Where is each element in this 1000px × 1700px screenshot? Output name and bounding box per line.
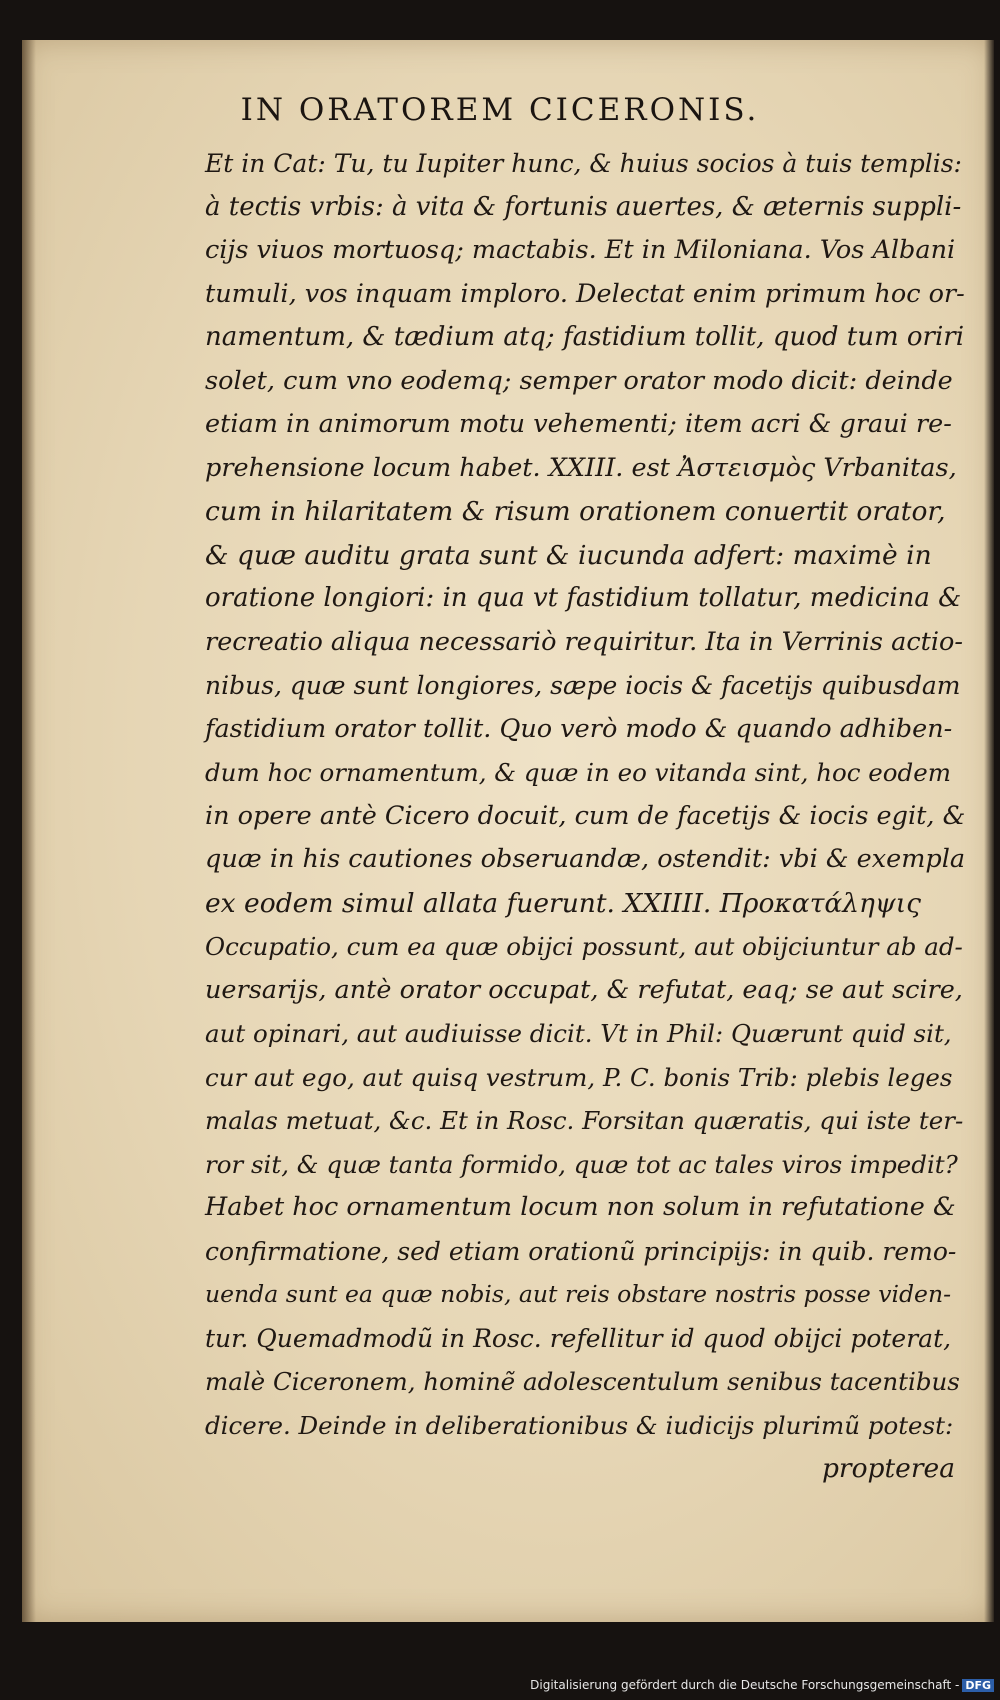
text-line: uersarijs, antè orator occupat, & refutat, eaq; se aut scire, <box>205 974 963 1005</box>
text-line: fastidium orator tollit. Quo verò modo & quando adhiben- <box>205 713 953 744</box>
text-line: cur aut ego, aut quisq vestrum, P. C. bonis Trib: plebis leges <box>205 1062 953 1092</box>
text-line: malè Ciceronem, hominẽ adolescentulum senibus tacentibus <box>205 1367 960 1396</box>
text-line: recreatio aliqua necessariò requiritur. Ita in Verrinis actio- <box>205 626 963 657</box>
text-line: dum hoc ornamentum, & quæ in eo vitanda sint, hoc eodem <box>205 758 951 787</box>
text-line: Habet hoc ornamentum locum non solum in refutatione & <box>205 1192 956 1222</box>
text-line: cum in hilaritatem & risum orationem conuertit orator, <box>205 496 946 527</box>
text-line: etiam in animorum motu vehementi; item acri & graui re- <box>205 409 952 439</box>
text-line: uenda sunt ea quæ nobis, aut reis obstare nostris posse viden- <box>205 1280 952 1308</box>
text-line: confirmatione, sed etiam orationũ principijs: in quib. remo- <box>205 1236 957 1266</box>
text-line: oratione longiori: in qua vt fastidium tollatur, medicina & <box>205 583 962 613</box>
text-line: cijs viuos mortuosq; mactabis. Et in Miloniana. Vos Albani <box>205 235 956 265</box>
text-line: aut opinari, aut audiuisse dicit. Vt in Phil: Quærunt quid sit, <box>205 1019 952 1048</box>
running-head: IN ORATOREM CICERONIS. <box>240 92 760 128</box>
body-text <box>205 142 965 1491</box>
text-line: ex eodem simul allata fuerunt. XXIIII. Προκατάληψις <box>205 887 921 919</box>
text-line: tur. Quemadmodũ in Rosc. refellitur id quod obijci poterat, <box>205 1323 952 1353</box>
text-line: quæ in his cautiones obseruandæ, ostendit: vbi & exempla <box>205 844 966 874</box>
text-line: Et in Cat: Tu, tu Iupiter hunc, & huius socios à tuis templis: <box>205 149 962 178</box>
credit-text: Digitalisierung gefördert durch die Deutsche Forschungsgemeinschaft - <box>530 1678 960 1692</box>
page-edge-shadow <box>984 40 994 1622</box>
text-line: nibus, quæ sunt longiores, sæpe iocis & facetijs quibusdam <box>205 671 961 700</box>
catchword: propterea <box>821 1453 955 1484</box>
digitization-credit <box>0 1678 994 1692</box>
text-line: namentum, & tædium atq; fastidium tollit, quod tum oriri <box>205 322 965 352</box>
text-line: prehensione locum habet. XXIII. est Ἀστεισμὸς Vrbanitas, <box>205 452 957 483</box>
text-line: à tectis vrbis: à vita & fortunis auertes, & æternis suppli- <box>205 191 962 222</box>
text-line: & quæ auditu grata sunt & iucunda adfert: maximè in <box>205 539 932 571</box>
text-line: malas metuat, &c. Et in Rosc. Forsitan quæratis, qui iste ter- <box>205 1106 964 1135</box>
text-line: solet, cum vno eodemq; semper orator modo dicit: deinde <box>205 365 953 396</box>
text-line: tumuli, vos inquam imploro. Delectat enim primum hoc or- <box>205 278 965 309</box>
text-line: ror sit, & quæ tanta formido, quæ tot ac tales viros impedit? <box>205 1149 958 1179</box>
dfg-logo: DFG <box>962 1679 994 1692</box>
text-line: Occupatio, cum ea quæ obijci possunt, aut obijciuntur ab ad- <box>205 932 963 961</box>
text-line: in opere antè Cicero docuit, cum de facetijs & iocis egit, & <box>205 800 966 831</box>
text-line: dicere. Deinde in deliberationibus & iudicijs plurimũ potest: <box>205 1410 954 1440</box>
page-gutter-shadow <box>22 40 36 1622</box>
